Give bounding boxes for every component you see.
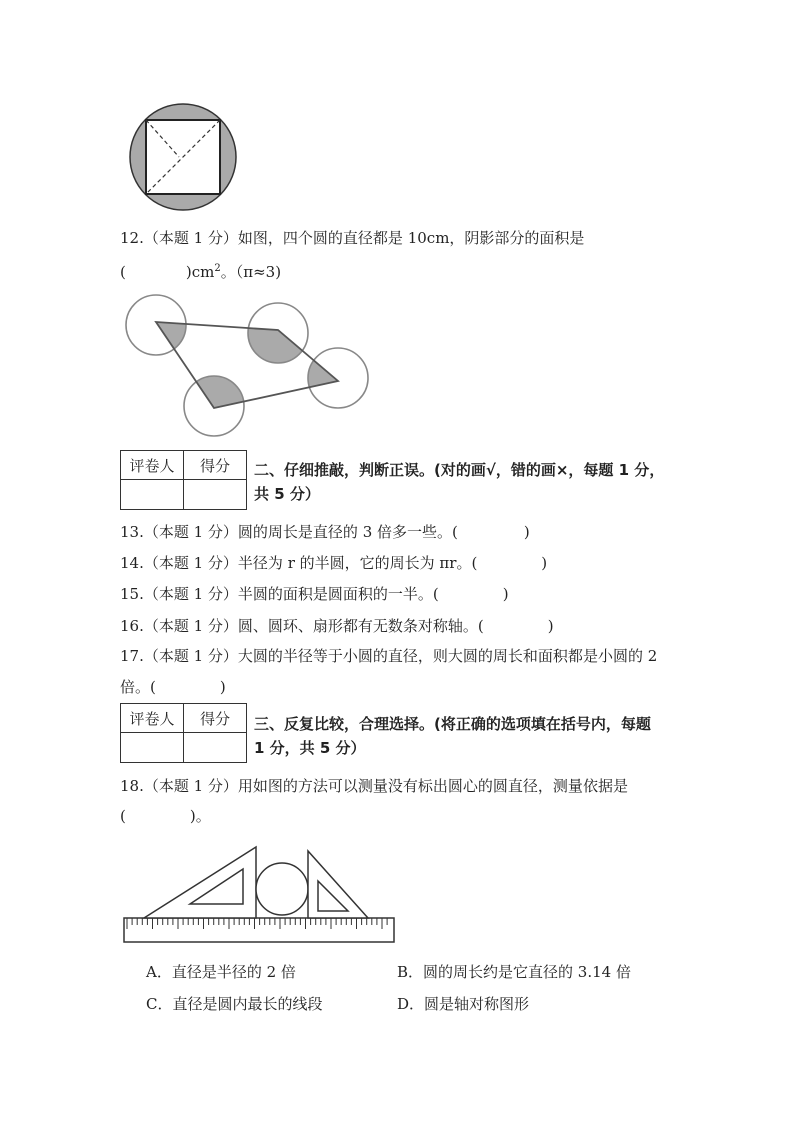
reviewer-cell[interactable]	[121, 480, 184, 510]
score-cell[interactable]	[184, 733, 247, 763]
question-14: 14.（本题 1 分）半径为 r 的半圆，它的周长为 πr。( )	[120, 554, 548, 572]
ruler-set-square-figure	[122, 843, 397, 945]
option-d[interactable]: D．圆是轴对称图形	[397, 995, 530, 1013]
question-12-text: 12.（本题 1 分）如图，四个圆的直径都是 10cm，阴影部分的面积是	[120, 229, 585, 247]
reviewer-header: 评卷人	[121, 451, 184, 480]
question-18: 18.（本题 1 分）用如图的方法可以测量没有标出圆心的圆直径，测量依据是	[120, 777, 628, 795]
question-13: 13.（本题 1 分）圆的周长是直径的 3 倍多一些。( )	[120, 523, 530, 541]
section-2-title: 二、仔细推敲，判断正误。(对的画√，错的画×，每题 1 分， 共 5 分）	[254, 461, 665, 503]
option-a[interactable]: A．直径是半径的 2 倍	[146, 963, 296, 981]
score-header: 得分	[184, 704, 247, 733]
reviewer-header: 评卷人	[121, 704, 184, 733]
section-3-title: 三、反复比较，合理选择。(将正确的选项填在括号内，每题 1 分，共 5 分）	[254, 715, 651, 757]
question-17: 17.（本题 1 分）大圆的半径等于小圆的直径，则大圆的周长和面积都是小圆的 2	[120, 647, 658, 665]
blank-close-unit: )cm	[185, 263, 215, 281]
option-b[interactable]: B．圆的周长约是它直径的 3.14 倍	[397, 963, 631, 981]
question-17-line-2: 倍。( )	[120, 678, 226, 696]
score-header: 得分	[184, 451, 247, 480]
score-table-section-2	[120, 450, 247, 510]
option-c[interactable]: C．直径是圆内最长的线段	[146, 995, 323, 1013]
question-12	[120, 228, 584, 248]
question-16: 16.（本题 1 分）圆、圆环、扇形都有无数条对称轴。( )	[120, 617, 554, 635]
question-18-answer-line: ( )。	[120, 807, 211, 825]
question-12-answer-line	[120, 259, 281, 282]
score-cell[interactable]	[184, 480, 247, 510]
blank-open: (	[120, 263, 126, 281]
reviewer-cell[interactable]	[121, 733, 184, 763]
circle-square-figure	[129, 103, 237, 211]
four-circles-figure	[118, 288, 378, 448]
question-15: 15.（本题 1 分）半圆的面积是圆面积的一半。( )	[120, 585, 509, 603]
score-table-section-3	[120, 703, 247, 763]
pi-note: 。（π≈3)	[220, 263, 282, 281]
unit-superscript: 2	[214, 263, 221, 274]
